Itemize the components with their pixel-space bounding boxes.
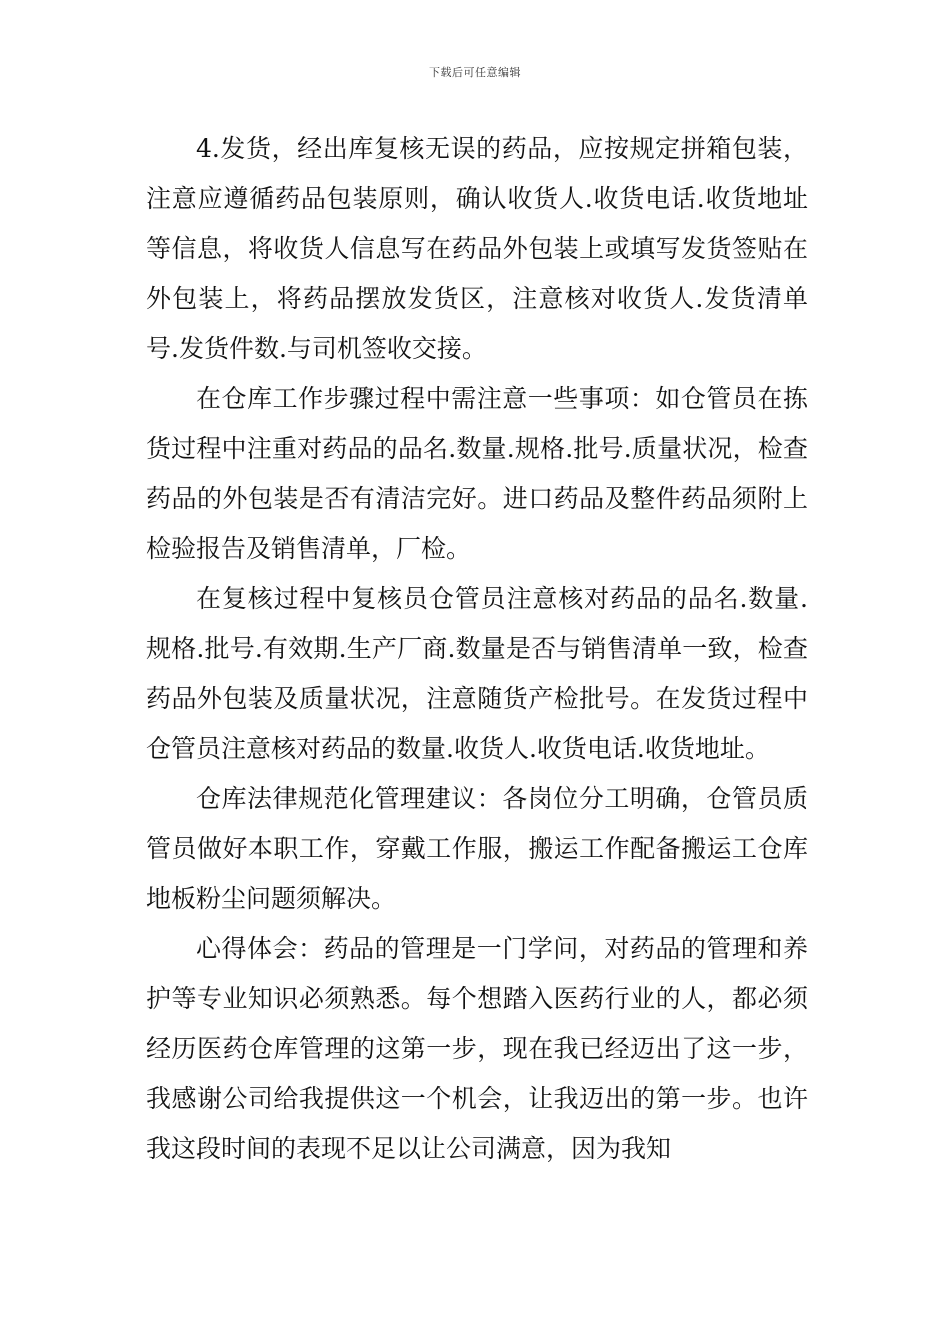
paragraph-warehouse-notes: 在仓库工作步骤过程中需注意一些事项：如仓管员在拣货过程中注重对药品的品名.数量.规格.批号.质量状况，检查药品的外包装是否有清洁完好。进口药品及整件药品须附上检验报告及销售清单，厂检。 [146,384,808,563]
document-body [146,124,808,1174]
paragraph-management-suggestions: 仓库法律规范化管理建议：各岗位分工明确，仓管员质管员做好本职工作，穿戴工作服，搬运工作配备搬运工仓库地板粉尘问题须解决。 [146,784,808,913]
paragraph-reflections: 心得体会：药品的管理是一门学问，对药品的管理和养护等专业知识必须熟悉。每个想踏入医药行业的人，都必须经历医药仓库管理的这第一步，现在我已经迈出了这一步，我感谢公司给我提供这一个机会，让我迈出的第一步。也许我这段时间的表现不足以让公司满意，因为我知 [146,934,808,1163]
page-header: 下载后可任意编辑 [429,66,521,79]
paragraph-review-process: 在复核过程中复核员仓管员注意核对药品的品名.数量.规格.批号.有效期.生产厂商.数量是否与销售清单一致，检查药品外包装及质量状况，注意随货产检批号。在发货过程中仓管员注意核对药品的数量.收货人.收货电话.收货地址。 [146,584,808,763]
paragraph-shipping: 4.发货，经出库复核无误的药品，应按规定拼箱包装，注意应遵循药品包装原则，确认收货人.收货电话.收货地址等信息，将收货人信息写在药品外包装上或填写发货签贴在外包装上，将药品摆放发货区，注意核对收货人.发货清单号.发货件数.与司机签收交接。 [146,134,808,363]
